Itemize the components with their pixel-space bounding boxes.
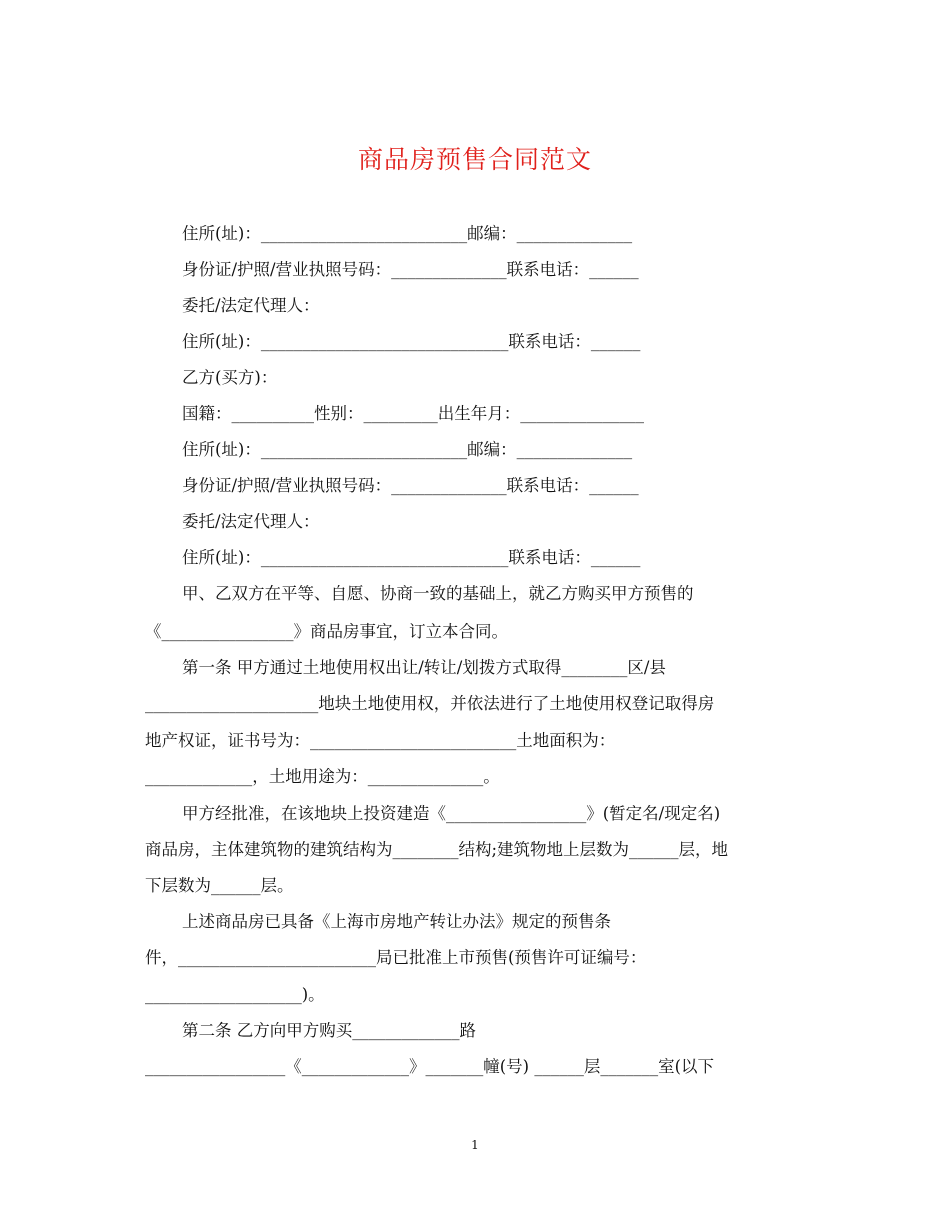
text-line: 第一条 甲方通过土地使用权出让/转让/划拨方式取得________区/县 (182, 658, 666, 677)
text-line: 地产权证，证书号为：_________________________土地面积为： (145, 731, 616, 750)
text-line: 《________________》商品房事宜，订立本合同。 (145, 622, 508, 641)
text-line: 国籍：__________性别：_________出生年月：_______________ (182, 404, 644, 423)
text-line: _________________《_____________》_______幢(号) ______层_______室(以下 (145, 1057, 715, 1076)
text-line: 第二条 乙方向甲方购买_____________路 (182, 1021, 476, 1040)
text-line: 委托/法定代理人： (182, 296, 320, 315)
page-number: 1 (471, 1138, 479, 1152)
text-line: 身份证/护照/营业执照号码：______________联系电话：______ (182, 260, 639, 279)
text-line: 上述商品房已具备《上海市房地产转让办法》规定的预售条 (182, 912, 611, 931)
text-line: 乙方(买方)： (182, 368, 278, 387)
text-line: 委托/法定代理人： (182, 512, 320, 531)
text-line: 甲、乙双方在平等、自愿、协商一致的基础上，就乙方购买甲方预售的 (182, 584, 694, 603)
text-line: 下层数为______层。 (145, 876, 294, 895)
page-title: 商品房预售合同范文 (357, 145, 592, 174)
text-line: _____________，土地用途为：______________。 (145, 767, 500, 786)
text-line: 住所(址)：______________________________联系电话：______ (182, 548, 641, 567)
text-line: 甲方经批准，在该地块上投资建造《_________________》(暂定名/现定名) (182, 804, 721, 823)
text-line: 件，________________________局已批准上市预售(预售许可证编号： (145, 948, 647, 967)
text-line: 住所(址)：_________________________邮编：______________ (182, 224, 633, 243)
text-line: 商品房，主体建筑物的建筑结构为________结构;建筑物地上层数为______层，地 (145, 840, 729, 859)
text-line: ___________________)。 (145, 985, 325, 1004)
text-line: 身份证/护照/营业执照号码：______________联系电话：______ (182, 476, 639, 495)
text-line: 住所(址)：______________________________联系电话：______ (182, 332, 641, 351)
text-line: _____________________地块土地使用权，并依法进行了土地使用权登记取得房 (145, 694, 715, 713)
text-line: 住所(址)：_________________________邮编：______________ (182, 440, 633, 459)
